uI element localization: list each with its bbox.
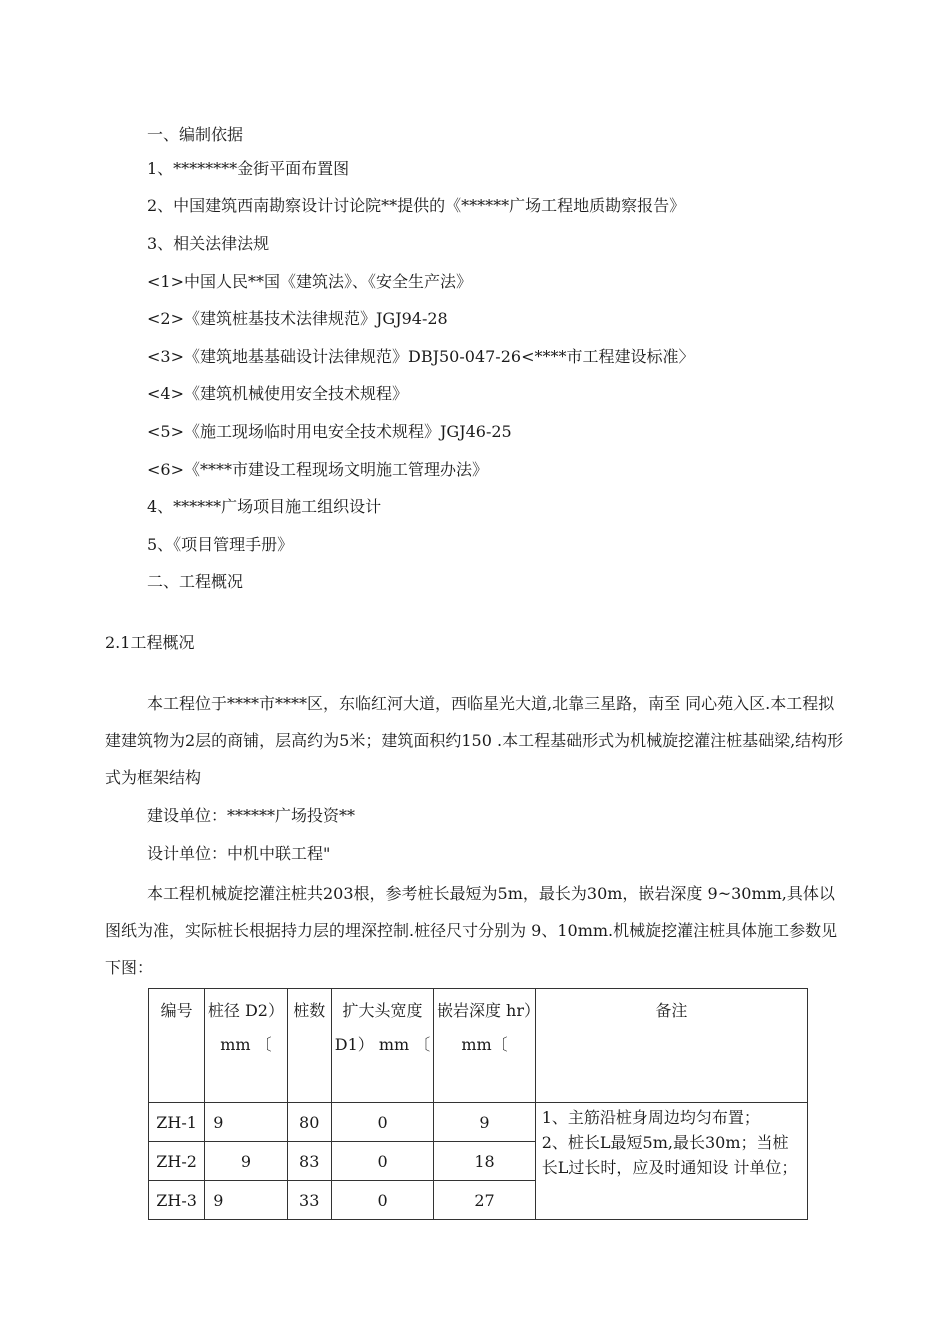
basis-item-3-2: <2>《建筑桩基技术法律规范》JGJ94-28 xyxy=(147,309,448,328)
cell-id: ZH-3 xyxy=(149,1181,205,1220)
cell-enlarged-width: 0 xyxy=(331,1103,433,1142)
basis-item-3-6: <6>《****市建设工程现场文明施工管理办法》 xyxy=(147,460,488,479)
basis-item-3-5: <5>《施工现场临时用电安全技术规程》JGJ46-25 xyxy=(147,422,512,441)
table-row xyxy=(149,1103,808,1142)
cell-id: ZH-1 xyxy=(149,1103,205,1142)
basis-item-1: 1、********金街平面布置图 xyxy=(147,159,350,178)
cell-enlarged-width: 0 xyxy=(331,1142,433,1181)
overview-paragraph: 本工程位于****市****区，东临红河大道，西临星光大道,北靠三星路，南至 同心苑入区.本工程拟建建筑物为2层的商铺，层高约为5米；建筑面积约150 .本工程基础形式为机械旋挖灌注桩基础梁,结构形式为框架结构 xyxy=(105,694,844,787)
cell-pile-diameter: 9 xyxy=(205,1103,287,1142)
cell-rock-depth: 18 xyxy=(434,1142,535,1181)
basis-item-3-1: <1>中国人民**国《建筑法》、《安全生产法》 xyxy=(147,272,472,291)
cell-pile-count: 33 xyxy=(287,1181,331,1220)
header-rock-depth: 嵌岩深度 hr）mm〔 xyxy=(434,989,535,1103)
basis-item-5: 5、《项目管理手册》 xyxy=(147,535,294,554)
pile-paragraph: 本工程机械旋挖灌注桩共203根，参考桩长最短为5m，最长为30m，嵌岩深度 9~30mm,具体以图纸为准，实际桩长根据持力层的埋深控制.桩径尺寸分别为 9、10mm.机械旋挖灌注桩具体施工参数见下图： xyxy=(105,884,838,977)
section-heading-basis: 一、编制依据 xyxy=(147,125,244,144)
header-notes: 备注 xyxy=(535,989,807,1103)
cell-rock-depth: 27 xyxy=(434,1181,535,1220)
header-pile-diameter: 桩径 D2）mm 〔 xyxy=(205,989,287,1103)
cell-notes xyxy=(535,1103,807,1220)
cell-rock-depth: 9 xyxy=(434,1103,535,1142)
basis-item-4: 4、******广场项目施工组织设计 xyxy=(147,497,382,516)
table-header-row xyxy=(149,989,808,1103)
note-line-2: 2、桩长L最短5m,最长30m；当桩长L过长时，应及时通知设 计单位； xyxy=(541,1133,798,1177)
cell-pile-diameter: 9 xyxy=(205,1142,287,1181)
designer-line: 设计单位：中机中联工程" xyxy=(147,844,331,863)
basis-item-2: 2、中国建筑西南勘察设计讨论院**提供的《******广场工程地质勘察报告》 xyxy=(147,196,686,215)
cell-pile-count: 80 xyxy=(287,1103,331,1142)
header-enlarged-width: 扩大头宽度 D1） mm 〔 xyxy=(331,989,433,1103)
cell-pile-count: 83 xyxy=(287,1142,331,1181)
pile-parameters-table xyxy=(148,988,808,1220)
basis-item-3-4: <4>《建筑机械使用安全技术规程》 xyxy=(147,384,408,403)
basis-item-3-3: <3>《建筑地基基础设计法律规范》DBJ50-047-26<****市工程建设标准〉 xyxy=(147,347,695,366)
note-line-1: 1、主筋沿桩身周边均匀布置； xyxy=(541,1108,760,1127)
cell-pile-diameter: 9 xyxy=(205,1181,287,1220)
builder-line: 建设单位：******广场投资** xyxy=(147,806,356,825)
header-pile-count: 桩数 xyxy=(287,989,331,1103)
basis-item-3: 3、相关法律法规 xyxy=(147,234,270,253)
subsection-heading: 2.1工程概况 xyxy=(105,633,195,652)
cell-id: ZH-2 xyxy=(149,1142,205,1181)
cell-enlarged-width: 0 xyxy=(331,1181,433,1220)
header-id: 编号 xyxy=(149,989,205,1103)
section-heading-overview: 二、工程概况 xyxy=(147,572,244,591)
